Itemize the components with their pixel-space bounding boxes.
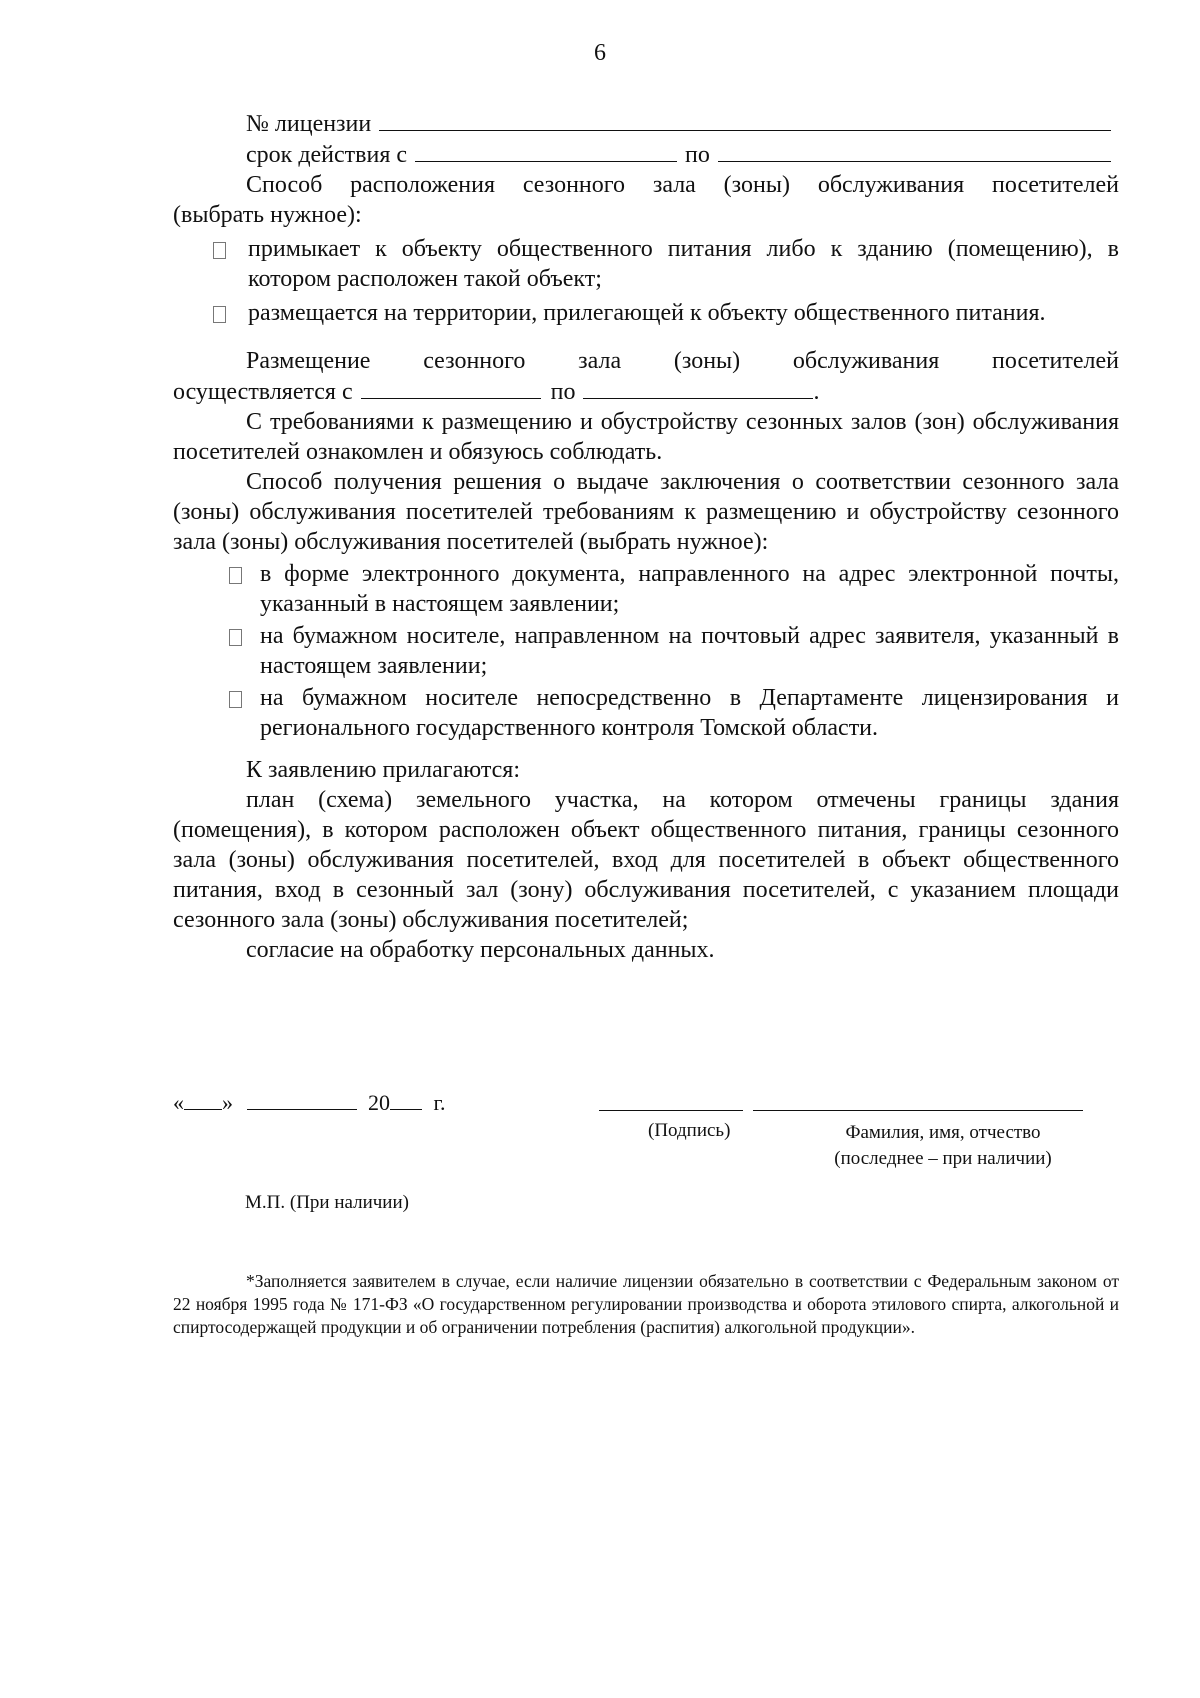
year-field[interactable] xyxy=(390,1091,422,1110)
license-number-label: № лицензии xyxy=(246,111,372,137)
placement-option-label: размещается на территории, прилегающей к объекту общественного питания. xyxy=(248,300,1046,326)
date-row xyxy=(173,1090,446,1116)
checkbox-icon[interactable] xyxy=(229,691,242,708)
receipt-option-label: на бумажном носителе непосредственно в Департаменте лицензирования и регионального государственного контроля Томской области. xyxy=(260,685,1119,741)
full-name-caption-line1: Фамилия, имя, отчество xyxy=(845,1122,1041,1143)
period-intro: Размещение сезонного зала (зоны) обслуживания посетителей xyxy=(246,348,1119,374)
full-name-field[interactable] xyxy=(753,1110,1083,1111)
receipt-option-in-person[interactable] xyxy=(173,683,1119,743)
acknowledgement-text: С требованиями к размещению и обустройству сезонных залов (зон) обслуживания посетителей ознакомлен и обязуюсь соблюдать. xyxy=(173,409,1119,465)
period-end: . xyxy=(813,379,820,405)
date-quote-open: « xyxy=(173,1090,184,1115)
attachment-item: согласие на обработку персональных данных. xyxy=(246,937,715,963)
signature-field[interactable] xyxy=(599,1110,743,1111)
receipt-method-intro: Способ получения решения о выдаче заключения о соответствии сезонного зала (зоны) обслуживания посетителей требованиям к размещению и обустройству сезонного зала (зоны) обслуживания посетителей (выбрать нужное): xyxy=(173,469,1119,555)
receipt-option-post[interactable] xyxy=(173,621,1119,681)
date-quote-close: » xyxy=(222,1090,233,1115)
footnote xyxy=(173,1270,1119,1339)
page-number: 6 xyxy=(594,40,606,66)
footnote-text: *Заполняется заявителем в случае, если наличие лицензии обязательно в соответствии с Федеральным законом от 22 ноября 1995 года № 171-ФЗ «О государственном регулировании производства и оборота этилового спирта, алкогольной и спиртосодержащей продукции и об ограничении потребления (распития) алкогольной продукции». xyxy=(173,1271,1119,1337)
day-field[interactable] xyxy=(184,1091,222,1110)
license-number-row xyxy=(173,108,1119,139)
application-body xyxy=(173,108,1119,965)
license-number-field[interactable] xyxy=(379,108,1111,131)
checkbox-icon[interactable] xyxy=(229,567,242,584)
period-row xyxy=(173,376,1119,407)
receipt-option-email[interactable] xyxy=(173,559,1119,619)
license-valid-to-field[interactable] xyxy=(718,139,1111,162)
signature-caption: (Подпись) xyxy=(648,1120,731,1141)
placement-option-territory[interactable] xyxy=(173,298,1119,328)
checkbox-icon[interactable] xyxy=(229,629,242,646)
period-from-label: осуществляется с xyxy=(173,379,353,405)
year-prefix: 20 xyxy=(368,1090,390,1115)
license-validity-to-label: по xyxy=(685,142,710,168)
placement-option-adjacent[interactable] xyxy=(173,234,1119,294)
receipt-option-label: на бумажном носителе, направленном на почтовый адрес заявителя, указанный в настоящем заявлении; xyxy=(260,623,1119,679)
attachments-heading: К заявлению прилагаются: xyxy=(246,757,521,783)
year-suffix: г. xyxy=(433,1090,446,1115)
license-valid-from-field[interactable] xyxy=(415,139,677,162)
license-validity-label: срок действия с xyxy=(246,142,408,168)
month-field[interactable] xyxy=(247,1091,357,1110)
checkbox-icon[interactable] xyxy=(213,242,226,259)
period-to-label: по xyxy=(550,379,576,405)
attachment-item: план (схема) земельного участка, на котором отмечены границы здания (помещения), в котором расположен объект общественного питания, границы сезонного зала (зоны) обслуживания посетителей, вход для посетителей в объект общественного питания, вход в сезонный зал (зону) обслуживания посетителей, с указанием площади сезонного зала (зоны) обслуживания посетителей; xyxy=(173,787,1119,933)
placement-method-choose: (выбрать нужное): xyxy=(173,202,362,228)
license-validity-row xyxy=(173,139,1119,170)
receipt-option-label: в форме электронного документа, направленного на адрес электронной почты, указанный в настоящем заявлении; xyxy=(260,561,1119,617)
full-name-caption xyxy=(803,1120,1083,1172)
period-from-field[interactable] xyxy=(361,376,541,399)
placement-option-label: примыкает к объекту общественного питания либо к зданию (помещению), в котором расположен такой объект; xyxy=(248,236,1119,292)
signature-block xyxy=(173,1090,1119,1200)
period-to-field[interactable] xyxy=(583,376,813,399)
seal-note: М.П. (При наличии) xyxy=(245,1192,409,1213)
checkbox-icon[interactable] xyxy=(213,306,226,323)
full-name-caption-line2: (последнее – при наличии) xyxy=(834,1148,1052,1169)
placement-method-intro: Способ расположения сезонного зала (зоны) обслуживания посетителей xyxy=(246,172,1119,198)
